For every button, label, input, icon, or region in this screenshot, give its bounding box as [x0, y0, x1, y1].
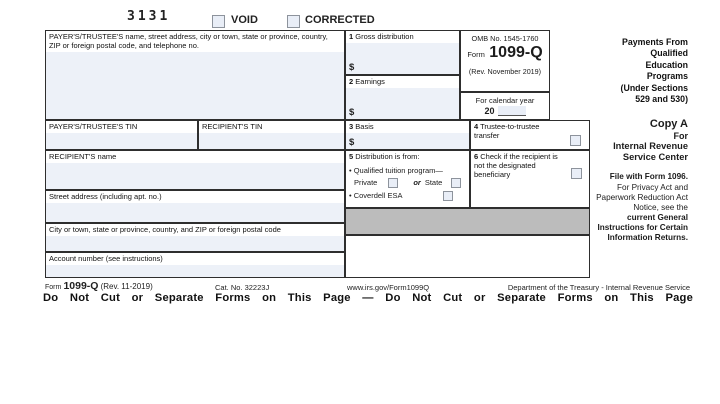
calendar-year-label: For calendar year	[475, 96, 535, 105]
footer-form-id: Form 1099-Q (Rev. 11-2019)	[45, 280, 153, 292]
street-address-field[interactable]	[46, 203, 344, 222]
print-code: 3131	[127, 9, 171, 24]
payer-info-box	[45, 30, 345, 120]
account-number-label: Account number (see instructions)	[49, 254, 163, 263]
box5-private-state-line	[346, 178, 469, 188]
form-number: 1099-Q	[489, 44, 543, 61]
box6-label: 6 Check if the recipient is not the designated beneficiary	[474, 152, 558, 179]
catalog-number: Cat. No. 32223J	[215, 283, 270, 292]
right-instruction-column	[590, 30, 690, 243]
state-checkbox[interactable]	[451, 178, 461, 188]
box4-trustee-transfer	[470, 120, 590, 150]
form-revision: (Rev. November 2019)	[468, 67, 542, 76]
street-address-label: Street address (including apt. no.)	[49, 192, 162, 201]
payer-tin-label: PAYER'S/TRUSTEE'S TIN	[49, 122, 138, 131]
state-label: State	[424, 178, 443, 188]
box1-amount-field[interactable]	[346, 43, 459, 74]
payer-tin-field[interactable]	[46, 133, 197, 149]
general-instructions-note: current General Instructions for Certain Information Returns.	[597, 213, 688, 243]
recipient-name-label: RECIPIENT'S name	[49, 152, 117, 161]
recipient-tin-field[interactable]	[199, 133, 344, 149]
box3-amount-field[interactable]	[346, 133, 469, 149]
account-number-field[interactable]	[46, 265, 344, 277]
private-checkbox[interactable]	[388, 178, 398, 188]
void-checkbox[interactable]	[212, 15, 225, 28]
box3-label: 3 Basis	[349, 122, 374, 131]
payer-info-field[interactable]	[46, 52, 344, 119]
box4-checkbox[interactable]	[570, 135, 581, 146]
payments-from-block: Payments From Qualified Education Programs (Under Sections 529 and 530)	[620, 37, 688, 105]
box4-label: 4 Trustee-to-trustee transfer	[474, 122, 540, 140]
box5-distribution-from	[345, 150, 470, 208]
form-word: Form	[467, 50, 485, 59]
box6-checkbox[interactable]	[571, 168, 582, 179]
coverdell-label: • Coverdell ESA	[349, 191, 403, 201]
city-box	[45, 223, 345, 252]
do-not-cut-warning: Do Not Cut or Separate Forms on This Page — Do Not Cut or Separate Forms on This Page	[43, 292, 693, 304]
recipient-tin-box	[198, 120, 345, 150]
dollar-sign: $	[349, 137, 355, 148]
privacy-act-notice: For Privacy Act and Paperwork Reduction Act Notice, see the	[596, 183, 688, 213]
omb-box	[460, 30, 550, 92]
copy-a-label: Copy A	[649, 118, 688, 131]
calendar-year-field[interactable]	[498, 106, 526, 116]
dollar-sign: $	[349, 107, 355, 118]
city-field[interactable]	[46, 236, 344, 251]
file-with-1096: File with Form 1096.	[609, 172, 688, 182]
account-number-box	[45, 252, 345, 278]
department-label: Department of the Treasury - Internal Revenue Service	[507, 283, 690, 292]
or-label: or	[413, 178, 421, 188]
box1-gross-distribution	[345, 30, 460, 75]
box2-amount-field[interactable]	[346, 88, 459, 119]
corrected-label: CORRECTED	[305, 14, 375, 26]
payer-info-label: PAYER'S/TRUSTEE'S name, street address, city or town, state or province, country, ZIP or foreign postal code, and telephone no.	[49, 32, 328, 50]
payer-tin-box	[45, 120, 198, 150]
recipient-name-field[interactable]	[46, 163, 344, 189]
box5-coverdell-line	[346, 191, 469, 201]
private-label: Private	[354, 178, 378, 188]
copy-a-for: For	[673, 131, 688, 142]
corrected-checkbox[interactable]	[287, 15, 300, 28]
dollar-sign: $	[349, 62, 355, 73]
coverdell-checkbox[interactable]	[443, 191, 453, 201]
irs-website: www.irs.gov/Form1099Q	[347, 283, 430, 292]
void-label: VOID	[231, 14, 258, 26]
shaded-band	[345, 208, 590, 235]
city-label: City or town, state or province, country, and ZIP or foreign postal code	[49, 225, 281, 234]
omb-number: OMB No. 1545-1760	[471, 34, 539, 43]
box6-not-designated-beneficiary	[470, 150, 590, 208]
irs-center-line1: Internal Revenue	[613, 141, 688, 152]
calendar-year-box	[460, 92, 550, 120]
box5-label: 5 Distribution is from:	[349, 152, 420, 161]
recipient-name-box	[45, 150, 345, 190]
box3-basis	[345, 120, 470, 150]
box5-qtp-line: • Qualified tuition program—	[349, 165, 443, 175]
street-address-box	[45, 190, 345, 223]
irs-center-line2: Service Center	[622, 152, 688, 163]
box1-label: 1 Gross distribution	[349, 32, 414, 41]
form-number-line	[461, 45, 549, 63]
calendar-year-line: 20	[461, 106, 549, 116]
box2-label: 2 Earnings	[349, 77, 385, 86]
empty-area	[345, 235, 590, 278]
recipient-tin-label: RECIPIENT'S TIN	[202, 122, 263, 131]
box2-earnings	[345, 75, 460, 120]
